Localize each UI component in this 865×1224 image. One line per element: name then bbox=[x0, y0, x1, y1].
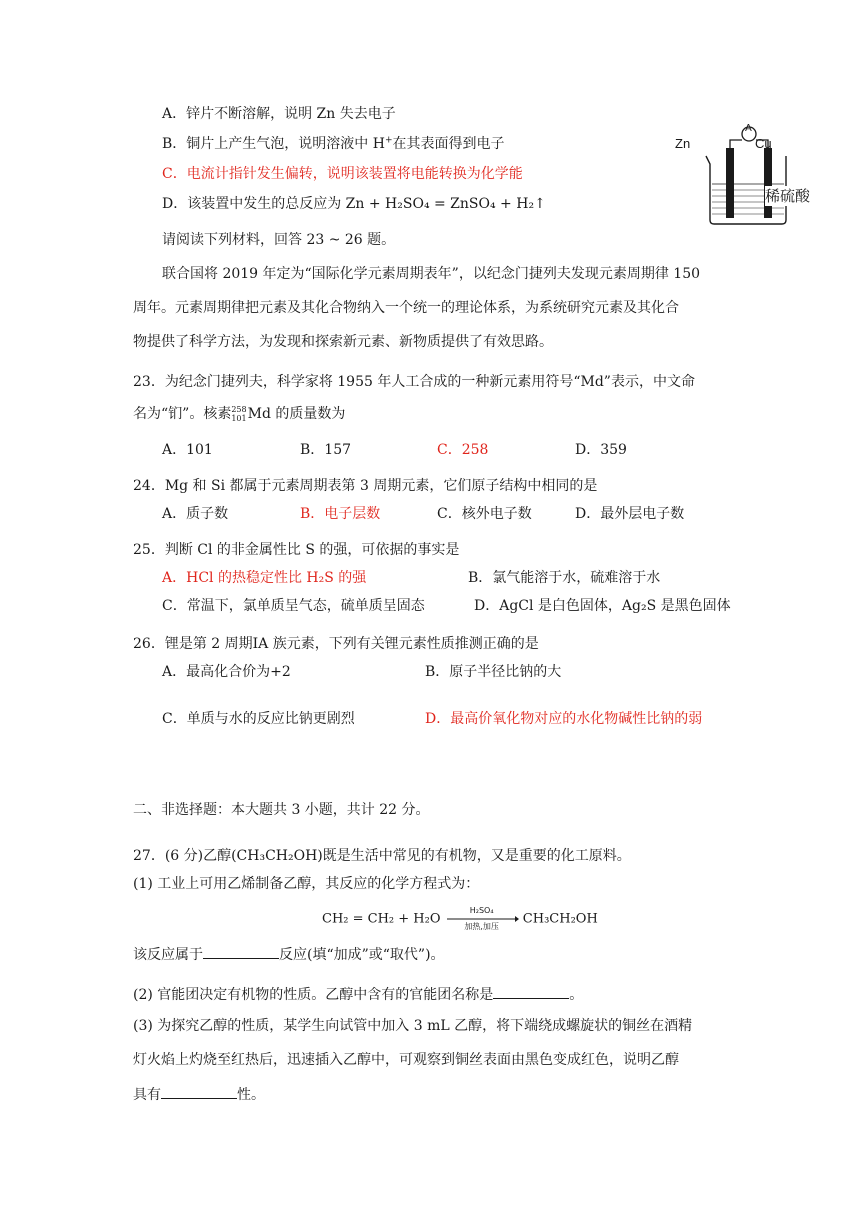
q26-stem: 26．锂是第 2 周期ⅠA 族元素，下列有关锂元素性质推测正确的是 bbox=[133, 636, 539, 652]
q25-stem: 25．判断 Cl 的非金属性比 S 的强，可依据的事实是 bbox=[133, 542, 460, 558]
q27-part-3-line-3: 具有 性。 bbox=[133, 1084, 265, 1105]
q26-option-c: C．单质与水的反应比钠更剧烈 bbox=[162, 711, 355, 727]
galvanic-cell-figure bbox=[672, 120, 822, 230]
q25-option-a: A．HCl 的热稳定性比 H₂S 的强 bbox=[162, 570, 367, 586]
q26-option-d: D．最高价氧化物对应的水化物碱性比钠的弱 bbox=[425, 711, 703, 727]
q23-stem-line-1: 23．为纪念门捷列夫，科学家将 1955 年人工合成的一种新元素用符号“Md”表示，中文命 bbox=[133, 374, 695, 390]
q24-option-a: A．质子数 bbox=[162, 506, 229, 522]
q27-part-1: (1) 工业上可用乙烯制备乙醇，其反应的化学方程式为： bbox=[133, 876, 480, 892]
passage-line-1: 联合国将 2019 年定为“国际化学元素周期表年”，以纪念门捷列夫发现元素周期律 150 bbox=[162, 266, 701, 282]
reaction-condition: 加热,加压 bbox=[464, 922, 499, 931]
nuclide-notation: 258 101 bbox=[231, 405, 247, 423]
q22-option-b: B．铜片上产生气泡，说明溶液中 H+在其表面得到电子 bbox=[162, 135, 505, 152]
q27-stem: 27．(6 分)乙醇(CH₃CH₂OH)既是生活中常见的有机物，又是重要的化工原料。 bbox=[133, 848, 631, 864]
q23-option-a: A．101 bbox=[162, 442, 213, 458]
ammeter-label: A bbox=[745, 123, 752, 134]
q23-stem-line-2: 名为“钔”。核素 258 101 Md 的质量数为 bbox=[133, 405, 346, 423]
reading-intro: 请阅读下列材料，回答 23 ~ 26 题。 bbox=[162, 232, 396, 248]
q22-option-d: D．该装置中发生的总反应为 Zn + H₂SO₄ = ZnSO₄ + H₂↑ bbox=[162, 196, 546, 212]
q27-part-2: (2) 官能团决定有机物的性质。乙醇中含有的官能团名称是 。 bbox=[133, 984, 583, 1005]
q26-option-b: B．原子半径比钠的大 bbox=[425, 664, 562, 680]
q27-part-3-line-1: (3) 为探究乙醇的性质，某学生向试管中加入 3 mL 乙醇，将下端绕成螺旋状的铜丝在酒精 bbox=[133, 1018, 693, 1034]
zn-electrode-label: Zn bbox=[675, 136, 691, 151]
q27-part-1-question: 该反应属于 反应(填“加成”或“取代”)。 bbox=[133, 944, 445, 965]
q23-option-d: D．359 bbox=[575, 442, 627, 458]
passage-line-2: 周年。元素周期律把元素及其化合物纳入一个统一的理论体系，为系统研究元素及其化合 bbox=[133, 300, 679, 316]
q27-part-3-line-2: 灯火焰上灼烧至红热后，迅速插入乙醇中，可观察到铜丝表面由黑色变成红色，说明乙醇 bbox=[133, 1052, 679, 1068]
answer-blank[interactable] bbox=[493, 984, 569, 999]
section-2-heading: 二、非选择题：本大题共 3 小题，共计 22 分。 bbox=[133, 802, 430, 818]
answer-blank[interactable] bbox=[161, 1084, 237, 1099]
q25-option-d: D．AgCl 是白色固体，Ag₂S 是黑色固体 bbox=[474, 598, 731, 614]
passage-line-3: 物提供了科学方法，为发现和探索新元素、新物质提供了有效思路。 bbox=[133, 334, 553, 350]
cu-electrode-label: Cu bbox=[755, 136, 772, 151]
answer-blank[interactable] bbox=[203, 944, 279, 959]
q25-option-c: C．常温下，氯单质呈气态，硫单质呈固态 bbox=[162, 598, 425, 614]
q26-option-a: A．最高化合价为+2 bbox=[162, 664, 291, 680]
q25-option-b: B．氯气能溶于水，硫难溶于水 bbox=[468, 570, 661, 586]
ethylene-hydration-equation: CH₂ = CH₂ + H₂O H₂SO₄ 加热,加压 CH₃CH₂OH bbox=[322, 904, 598, 935]
q23-option-c: C．258 bbox=[437, 442, 489, 458]
q24-option-b: B．电子层数 bbox=[300, 506, 381, 522]
q24-option-d: D．最外层电子数 bbox=[575, 506, 685, 522]
q24-option-c: C．核外电子数 bbox=[437, 506, 532, 522]
reaction-arrow bbox=[445, 904, 519, 934]
q22-option-c: C．电流计指针发生偏转，说明该装置将电能转换为化学能 bbox=[162, 166, 523, 182]
q22-option-a: A．锌片不断溶解，说明 Zn 失去电子 bbox=[162, 106, 396, 122]
q24-stem: 24．Mg 和 Si 都属于元素周期表第 3 周期元素，它们原子结构中相同的是 bbox=[133, 478, 598, 494]
q23-option-b: B．157 bbox=[300, 442, 352, 458]
dilute-sulfuric-acid-label: 稀硫酸 bbox=[765, 187, 811, 205]
reaction-catalyst: H₂SO₄ bbox=[469, 906, 494, 915]
